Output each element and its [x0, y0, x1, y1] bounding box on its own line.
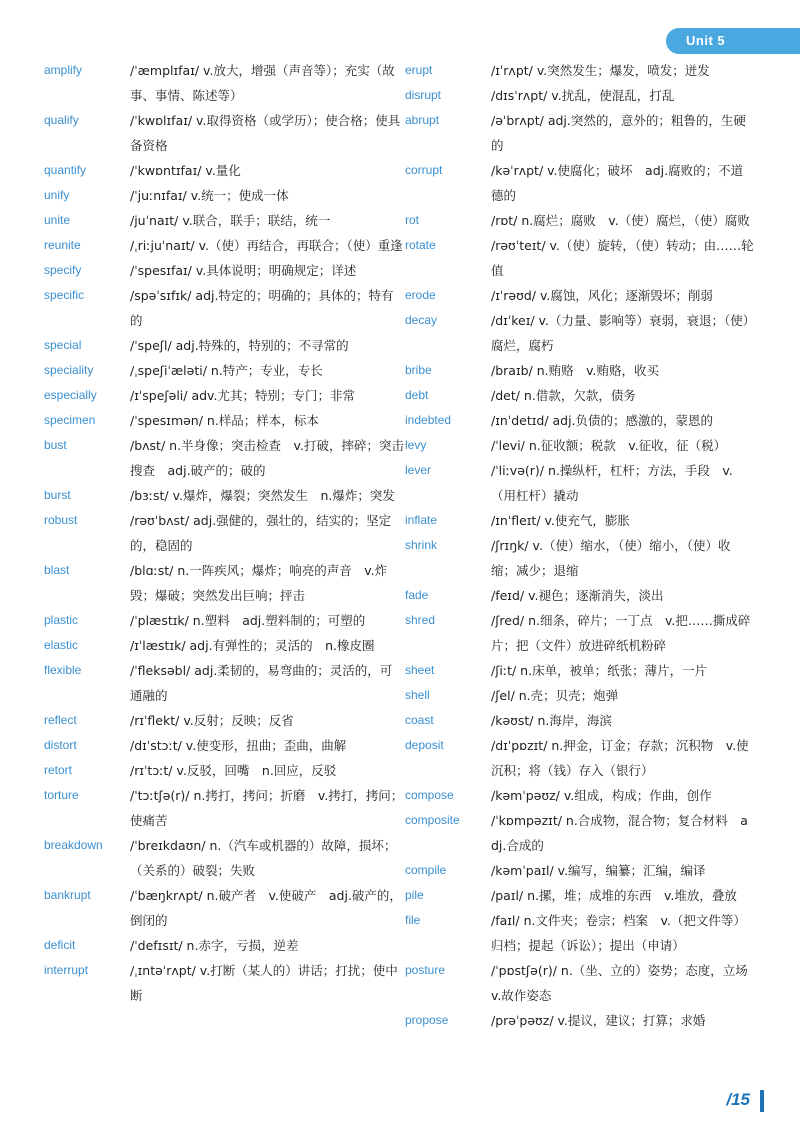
entry-word: decay — [405, 313, 438, 327]
vocab-entry — [405, 83, 755, 108]
entry-word: file — [405, 913, 421, 927]
entry-definition: /ʃel/ n.壳；贝壳；炮弹 — [491, 688, 619, 703]
entry-definition: /ɪnˈdetɪd/ adj.负债的；感激的，蒙恩的 — [491, 413, 714, 428]
entry-definition: /ˈbæŋkrʌpt/ n.破产者 v.使破产 adj.破产的，倒闭的 — [130, 888, 402, 928]
vocab-entry — [405, 383, 755, 408]
entry-definition: /rɪˈflekt/ v.反射；反映；反省 — [130, 713, 294, 728]
entry-definition: /ˈpɒstʃə(r)/ n.（坐、立的）姿势；态度，立场 v.故作姿态 — [491, 963, 761, 1003]
entry-definition: /dɪˈpɒzɪt/ n.押金，订金；存款；沉积物 v.使沉积；将（钱）存入（银行） — [491, 738, 749, 778]
vocab-entry — [44, 558, 404, 608]
vocab-entry — [405, 533, 755, 583]
entry-definition: /rəʊˈteɪt/ v.（使）旋转，（使）转动；由……轮值 — [491, 238, 754, 278]
entry-word: amplify — [44, 63, 83, 77]
entry-definition: /kəˈrʌpt/ v.使腐化；破坏 adj.腐败的；不道德的 — [491, 163, 744, 203]
entry-word: corrupt — [405, 163, 443, 177]
entry-definition: /ɪˈrʌpt/ v.突然发生；爆发，喷发；迸发 — [491, 63, 710, 78]
entry-word: quantify — [44, 163, 87, 177]
vocab-entry — [405, 458, 755, 508]
entry-definition: /əˈbrʌpt/ adj.突然的，意外的；粗鲁的，生硬的 — [491, 113, 746, 153]
vocab-entry — [44, 733, 404, 758]
vocab-entry — [44, 658, 404, 708]
vocab-entry — [44, 783, 404, 833]
vocab-entry — [405, 208, 755, 233]
entry-definition: /ɪˈlæstɪk/ adj.有弹性的；灵活的 n.橡皮圈 — [130, 638, 375, 653]
entry-word: specify — [44, 263, 82, 277]
vocab-entry — [405, 408, 755, 433]
vocab-entry — [405, 883, 755, 908]
entry-word: compose — [405, 788, 454, 802]
vocab-entry — [405, 858, 755, 883]
vocab-entry — [405, 108, 755, 158]
vocab-entry — [405, 608, 755, 658]
entry-word: abrupt — [405, 113, 440, 127]
entry-word: distort — [44, 738, 77, 752]
entry-definition: /dɪˈkeɪ/ v.（力量、影响等）衰弱，衰退；（使）腐烂，腐朽 — [491, 313, 749, 353]
entry-definition: /paɪl/ n.摞，堆；成堆的东西 v.堆放，叠放 — [491, 888, 737, 903]
vocab-entry — [44, 333, 404, 358]
entry-word: bust — [44, 438, 67, 452]
entry-word: deficit — [44, 938, 76, 952]
vocab-entry — [405, 958, 761, 1008]
vocab-entry — [405, 658, 755, 683]
vocab-entry — [405, 308, 755, 358]
vocab-entry — [44, 358, 404, 383]
entry-definition: /prəˈpəʊz/ v.提议，建议；打算；求婚 — [491, 1013, 706, 1028]
vocab-entry — [44, 408, 404, 433]
vocab-entry — [405, 433, 755, 458]
vocab-entry — [44, 883, 404, 933]
vocab-entry — [44, 608, 404, 633]
vocab-entry — [44, 708, 404, 733]
vocab-entry — [405, 233, 755, 283]
vocab-entry — [405, 1008, 755, 1033]
entry-definition: /ˌɪntəˈrʌpt/ v.打断（某人的）讲话；打扰；使中断 — [130, 963, 398, 1003]
entry-word: specimen — [44, 413, 96, 427]
entry-definition: /bʌst/ n.半身像；突击检查 v.打破，摔碎；突击搜查 adj.破产的；破的 — [130, 438, 404, 478]
entry-definition: /ɪnˈfleɪt/ v.使充气，膨胀 — [491, 513, 630, 528]
entry-word: deposit — [405, 738, 444, 752]
vocab-entry — [405, 58, 755, 83]
vocab-entry — [44, 108, 404, 158]
entry-word: composite — [405, 813, 460, 827]
entry-definition: /ʃiːt/ n.床单，被单；纸张；薄片，一片 — [491, 663, 708, 678]
vocab-entry — [405, 733, 755, 783]
entry-word: bribe — [405, 363, 432, 377]
entry-word: bankrupt — [44, 888, 91, 902]
entry-word: rot — [405, 213, 420, 227]
entry-definition: /ɪˈspeʃəli/ adv.尤其；特别；专门；非常 — [130, 388, 355, 403]
entry-definition: /ʃrɪŋk/ v.（使）缩水，（使）缩小，（使）收缩；减少；退缩 — [491, 538, 731, 578]
page-number-bar — [760, 1090, 764, 1112]
vocab-entry — [44, 833, 404, 883]
entry-word: blast — [44, 563, 70, 577]
entry-definition: /ˈfleksəbl/ adj.柔韧的，易弯曲的；灵活的，可通融的 — [130, 663, 393, 703]
entry-definition: /ˈspesɪfaɪ/ v.具体说明；明确规定；详述 — [130, 263, 357, 278]
entry-word: pile — [405, 888, 424, 902]
entry-word: unite — [44, 213, 71, 227]
vocab-entry — [405, 908, 755, 958]
entry-word: levy — [405, 438, 427, 452]
entry-word: rotate — [405, 238, 436, 252]
page-number: /15 — [726, 1090, 750, 1109]
entry-word: speciality — [44, 363, 94, 377]
vocab-entry — [44, 158, 404, 183]
entry-word: disrupt — [405, 88, 442, 102]
entry-definition: /feɪd/ v.褪色；逐渐消失，淡出 — [491, 588, 664, 603]
entry-word: propose — [405, 1013, 449, 1027]
entry-definition: /ɪˈrəʊd/ v.腐蚀，风化；逐渐毁坏；削弱 — [491, 288, 713, 303]
vocab-entry — [44, 208, 404, 233]
vocab-entry — [405, 158, 755, 208]
entry-definition: /faɪl/ n.文件夹；卷宗；档案 v.（把文件等）归档；提起（诉讼）；提出（申请） — [491, 913, 746, 953]
entry-definition: /dɪˈstɔːt/ v.使变形，扭曲；歪曲，曲解 — [130, 738, 347, 753]
entry-definition: /ˈspesɪmən/ n.样品；样本，标本 — [130, 413, 319, 428]
vocab-entry — [405, 683, 755, 708]
entry-word: specific — [44, 288, 85, 302]
entry-definition: /ˈdefɪsɪt/ n.赤字，亏损，逆差 — [130, 938, 299, 953]
entry-word: shrink — [405, 538, 438, 552]
entry-word: especially — [44, 388, 97, 402]
entry-word: compile — [405, 863, 447, 877]
entry-definition: /braɪb/ n.贿赂 v.贿赂，收买 — [491, 363, 660, 378]
entry-word: debt — [405, 388, 429, 402]
entry-word: breakdown — [44, 838, 103, 852]
entry-word: sheet — [405, 663, 435, 677]
entry-word: erode — [405, 288, 436, 302]
entry-definition: /ˈkwɒntɪfaɪ/ v.量化 — [130, 163, 241, 178]
entry-word: unify — [44, 188, 70, 202]
entry-definition: /kəmˈpəʊz/ v.组成，构成；作曲，创作 — [491, 788, 712, 803]
entry-definition: /ˈspeʃl/ adj.特殊的，特别的；不寻常的 — [130, 338, 349, 353]
entry-definition: /dɪsˈrʌpt/ v.扰乱，使混乱，打乱 — [491, 88, 675, 103]
vocab-entry — [44, 183, 404, 208]
vocab-entry — [405, 808, 755, 858]
entry-definition: /spəˈsɪfɪk/ adj.特定的；明确的；具体的；特有的 — [130, 288, 394, 328]
entry-word: qualify — [44, 113, 79, 127]
entry-definition: /ʃred/ n.细条，碎片；一丁点 v.把……撕成碎片；把（文件）放进碎纸机粉碎 — [491, 613, 751, 653]
entry-word: flexible — [44, 663, 82, 677]
entry-word: plastic — [44, 613, 79, 627]
entry-word: torture — [44, 788, 79, 802]
entry-word: burst — [44, 488, 71, 502]
vocab-entry — [405, 283, 755, 308]
vocab-entry — [44, 233, 404, 258]
vocab-entry — [405, 783, 755, 808]
entry-word: lever — [405, 463, 432, 477]
entry-definition: /ˈliːvə(r)/ n.操纵杆，杠杆；方法，手段 v.（用杠杆）撬动 — [491, 463, 733, 503]
vocab-entry — [405, 583, 755, 608]
entry-definition: /bɜːst/ v.爆炸，爆裂；突然发生 n.爆炸；突发 — [130, 488, 395, 503]
vocab-entry — [44, 758, 404, 783]
vocab-entry — [405, 508, 755, 533]
right-column — [405, 58, 761, 1033]
entry-definition: /kəmˈpaɪl/ v.编写，编纂；汇编，编译 — [491, 863, 706, 878]
entry-definition: /blɑːst/ n.一阵疾风；爆炸；响亮的声音 v.炸毁；爆破；突然发出巨响；抨击 — [130, 563, 388, 603]
vocab-entry — [405, 708, 755, 733]
vocab-entry — [44, 508, 404, 558]
entry-definition: /ˈkwɒlɪfaɪ/ v.取得资格（或学历）；使合格；使具备资格 — [130, 113, 401, 153]
entry-word: shred — [405, 613, 436, 627]
vocab-entry — [44, 258, 404, 283]
entry-definition: /ˈbreɪkdaʊn/ n.（汽车或机器的）故障，损坏；（关系的）破裂；失败 — [130, 838, 397, 878]
vocab-entry — [405, 358, 755, 383]
entry-word: retort — [44, 763, 73, 777]
entry-definition: /ˈæmplɪfaɪ/ v.放大，增强（声音等）；充实（故事、事情、陈述等） — [130, 63, 395, 103]
entry-word: reflect — [44, 713, 77, 727]
entry-word: shell — [405, 688, 430, 702]
vocab-entry — [44, 483, 404, 508]
entry-definition: /rɪˈtɔːt/ v.反驳，回嘴 n.回应，反驳 — [130, 763, 337, 778]
entry-word: robust — [44, 513, 78, 527]
entry-definition: /ˌspeʃiˈæləti/ n.特产；专业，专长 — [130, 363, 323, 378]
entry-word: erupt — [405, 63, 433, 77]
entry-word: reunite — [44, 238, 81, 252]
vocab-entry — [44, 633, 404, 658]
vocab-entry — [44, 933, 404, 958]
entry-definition: /rɒt/ n.腐烂；腐败 v.（使）腐烂，（使）腐败 — [491, 213, 750, 228]
entry-word: fade — [405, 588, 429, 602]
left-column — [44, 58, 404, 1008]
entry-word: indebted — [405, 413, 452, 427]
entry-definition: /ˈkɒmpəzɪt/ n.合成物，混合物；复合材料 adj.合成的 — [491, 813, 748, 853]
entry-word: special — [44, 338, 82, 352]
entry-definition: /ˈjuːnɪfaɪ/ v.统一；使成一体 — [130, 188, 289, 203]
entry-word: elastic — [44, 638, 79, 652]
entry-word: posture — [405, 963, 446, 977]
entry-definition: /juˈnaɪt/ v.联合，联手；联结，统一 — [130, 213, 331, 228]
vocab-entry — [44, 58, 404, 108]
entry-definition: /ˈlevi/ n.征收额；税款 v.征收，征（税） — [491, 438, 727, 453]
entry-word: coast — [405, 713, 434, 727]
entry-definition: /kəʊst/ n.海岸，海滨 — [491, 713, 612, 728]
entry-definition: /det/ n.借款，欠款，债务 — [491, 388, 636, 403]
entry-definition: /ˌriːjuˈnaɪt/ v.（使）再结合，再联合；（使）重逢 — [130, 238, 403, 253]
entry-definition: /ˈplæstɪk/ n.塑料 adj.塑料制的；可塑的 — [130, 613, 366, 628]
vocab-entry — [44, 383, 404, 408]
vocab-entry — [44, 433, 404, 483]
vocab-entry — [44, 958, 404, 1008]
entry-definition: /rəʊˈbʌst/ adj.强健的，强壮的，结实的；坚定的，稳固的 — [130, 513, 392, 553]
entry-word: inflate — [405, 513, 438, 527]
vocab-entry — [44, 283, 404, 333]
unit-tag: Unit 5 — [666, 28, 800, 54]
entry-word: interrupt — [44, 963, 89, 977]
entry-definition: /ˈtɔːtʃə(r)/ n.拷打，拷问；折磨 v.拷打，拷问；使痛苦 — [130, 788, 404, 828]
